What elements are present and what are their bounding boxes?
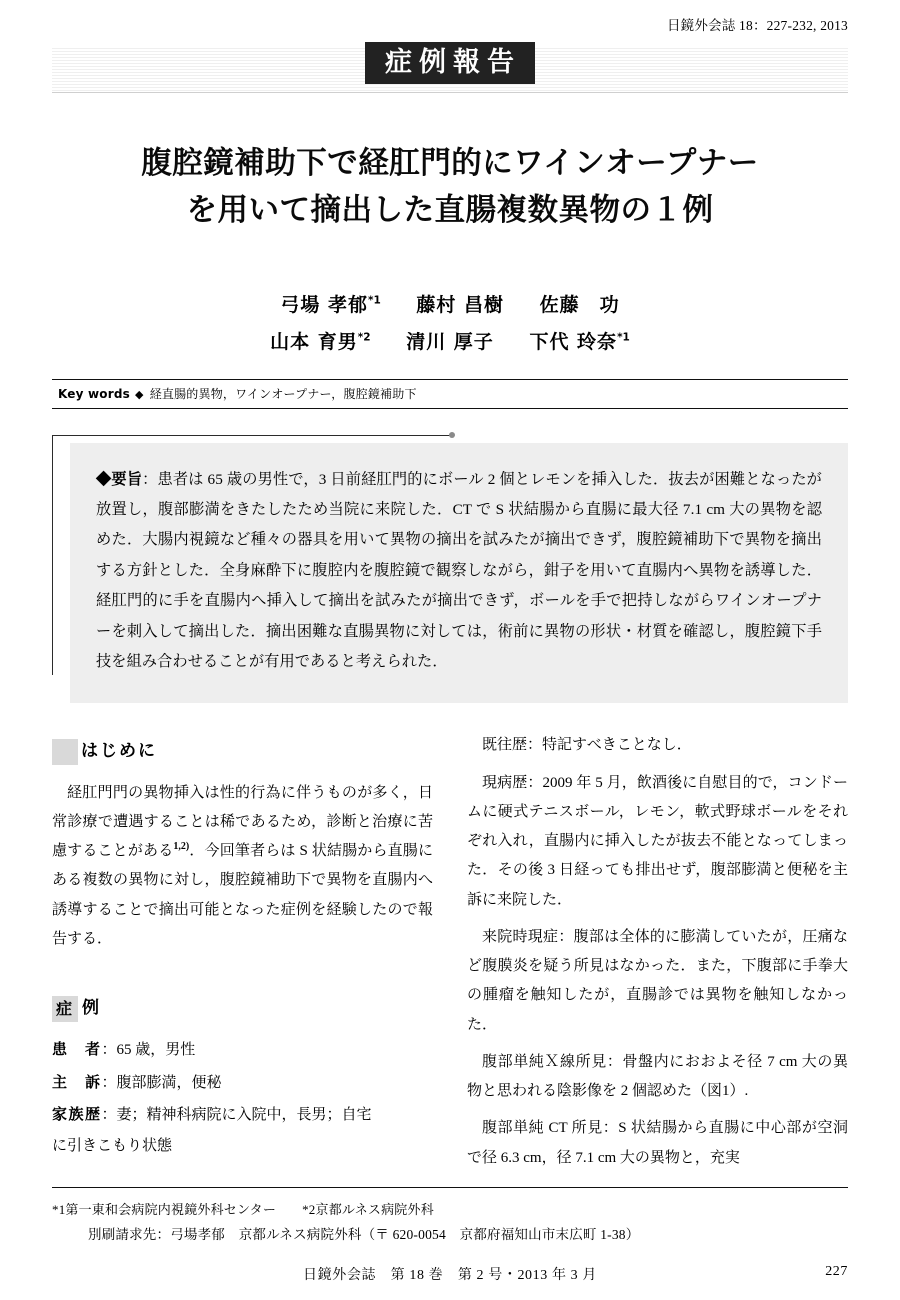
author-entry <box>540 287 620 324</box>
field-value: ：骨盤内におおよそ径 7 cm 大の異物と思われる陰影像を 2 個認めた（図1）. <box>467 1053 848 1100</box>
author-entry <box>280 287 380 324</box>
case-field-xray-findings <box>467 1048 848 1107</box>
section-heading-case <box>52 992 433 1025</box>
field-value: ：腹部膨満，便秘 <box>101 1074 222 1091</box>
affiliation-2: *2京都ルネス病院外科 <box>302 1201 434 1217</box>
footer-bottom <box>52 1264 848 1284</box>
field-label: 患 者 <box>52 1040 102 1059</box>
case-field-present-illness <box>467 769 848 915</box>
author-name: 佐藤 功 <box>539 293 620 316</box>
author-entry <box>416 287 504 324</box>
author-entry <box>270 324 370 361</box>
field-value: ：腹部は全体的に膨満していたが，圧痛など腹膜炎を疑う所見はなかった．また，下腹部に手拳大の腫瘤を触知したが，直腸診では異物を触知しなかった． <box>467 928 848 1033</box>
section-chip-icon <box>52 739 78 765</box>
page-footer <box>52 1187 848 1284</box>
case-field-patient <box>52 1035 433 1065</box>
author-affiliation-marker: *1 <box>617 331 630 344</box>
author-list <box>52 287 848 361</box>
paragraph-text-a: 経肛門門の異物挿入は性的行為に伴うものが多く，日常診療で遭遇することは稀であるため，診断と治療に苦慮することがある <box>52 784 433 860</box>
author-affiliation-marker: *2 <box>357 331 371 344</box>
author-name: 藤村 昌樹 <box>416 293 505 316</box>
diamond-icon: ◆ <box>135 387 144 401</box>
page-title <box>52 140 848 235</box>
journal-footer-text: 日鏡外会誌 第 18 巻 第 2 号・2013 年 3 月 <box>303 1268 597 1283</box>
field-value: ：特記すべきことなし． <box>527 737 692 754</box>
article-type-banner <box>52 36 848 94</box>
case-field-findings-on-arrival <box>467 923 848 1040</box>
author-entry <box>529 324 629 361</box>
keywords-label: Key words <box>58 386 131 401</box>
abstract-text: ：患者は 65 歳の男性で，3 日前経肛門的にボール 2 個とレモンを挿入した．抜去が困難となったが放置し，腹部膨満をきたしたため当院に来院した．CT で S 状結腸から直腸に最大径 7.1 cm 大の異物を認めた．大腸内視鏡など種々の器具を用いて異物の摘出を試みたが摘出できず，腹腔鏡補助下で異物を摘出する方針とした．全身麻酔下に腹腔内を腹腔鏡で観察しながら，鉗子を用いて直腸内へ異物を誘導した．経肛門的に手を直腸内へ挿入して摘出を試みたが摘出できず，ボールを手で把持しながらワインオープナーを刺入して摘出した．摘出困難な直腸異物に対しては，術前に異物の形状・材質を確認し，腹腔鏡下手技を組み合わせることが有用であると考えられた． <box>96 470 822 671</box>
affiliation-1: *1第一東和会病院内視鏡外科センター <box>52 1201 277 1217</box>
keywords-bar <box>52 379 848 409</box>
citation-reference: 1,2) <box>173 841 190 853</box>
case-field-past-history <box>467 731 848 760</box>
paragraph-text-b: ．今回筆者らは S 状結腸から直腸にある複数の異物に対し，腹腔鏡補助下で異物を直腸内へ誘導することで摘出可能となった症例を経験したので報告する． <box>52 843 433 947</box>
reprint-request: 別刷請求先：弓場孝郁 京都ルネス病院外科（〒 620-0054 京都府福知山市末広町 1-38） <box>88 1227 640 1243</box>
journal-reference: 日鏡外会誌 18：227-232, 2013 <box>666 18 848 33</box>
section-heading-introduction <box>52 735 433 768</box>
author-affiliation-marker: *1 <box>367 294 381 307</box>
footer-divider <box>52 1187 848 1188</box>
field-label: 腹部単純 CT 所見 <box>482 1120 603 1137</box>
section-title: 例 <box>82 998 101 1019</box>
field-value: ：S 状結腸から直腸に中心部が空洞で径 6.3 cm，径 7.1 cm 大の異物と，充実 <box>467 1120 848 1166</box>
affiliations <box>52 1198 848 1223</box>
section-title: はじめに <box>81 741 157 762</box>
field-label: 腹部単純Ｘ線所見 <box>482 1053 607 1070</box>
author-name: 弓場 孝郁 <box>280 293 368 316</box>
title-line-2: を用いて摘出した直腸複数異物の１例 <box>186 193 714 229</box>
author-name: 山本 育男 <box>270 330 358 353</box>
case-field-family-history <box>52 1100 433 1130</box>
field-value: ：2009 年 5 月，飲酒後に自慰目的で，コンドームに硬式テニスボール，レモン，軟式野球ボールをそれぞれ入れ，直腸内に挿入したが抜去不能となってしまった．その後 3 日経っても排出せず，腹部膨満と便秘を主訴に来院した． <box>467 774 848 908</box>
case-field-family-history-cont: に引きこもり状態 <box>52 1138 173 1154</box>
title-line-1: 腹腔鏡補助下で経肛門的にワインオープナー <box>141 146 759 181</box>
field-value: ：妻；精神科病院に入院中，長男；自宅 <box>101 1106 372 1123</box>
section-chip-icon: 症 <box>52 996 78 1022</box>
author-row-2 <box>52 324 848 361</box>
abstract-side-rule <box>52 435 53 676</box>
abstract-box <box>70 443 848 704</box>
keywords-text: 経直腸的異物，ワインオープナー，腹腔鏡補助下 <box>149 386 417 401</box>
abstract-marker: ◆要旨 <box>96 470 143 488</box>
page-number: 227 <box>825 1264 848 1279</box>
spacer <box>52 968 433 988</box>
field-label: 既往歴 <box>482 737 528 754</box>
author-name: 下代 玲奈 <box>529 330 618 353</box>
author-entry <box>406 324 494 361</box>
right-column <box>467 731 848 1181</box>
field-label: 来院時現症 <box>482 928 559 945</box>
left-column <box>52 731 433 1181</box>
article-type-label: 症例報告 <box>365 42 535 84</box>
author-row-1 <box>52 287 848 324</box>
body-columns <box>52 731 848 1181</box>
author-name: 清川 厚子 <box>406 330 494 353</box>
field-value: ：65 歳，男性 <box>101 1042 196 1059</box>
paragraph <box>52 779 433 955</box>
field-label: 現病歴 <box>482 774 528 791</box>
field-label: 主 訴 <box>52 1072 102 1091</box>
case-field-chief-complaint <box>52 1068 433 1098</box>
field-label: 家族歴 <box>52 1104 102 1123</box>
case-field-ct-findings <box>467 1114 848 1173</box>
abstract-section <box>52 443 848 704</box>
abstract-top-rule <box>52 435 452 436</box>
